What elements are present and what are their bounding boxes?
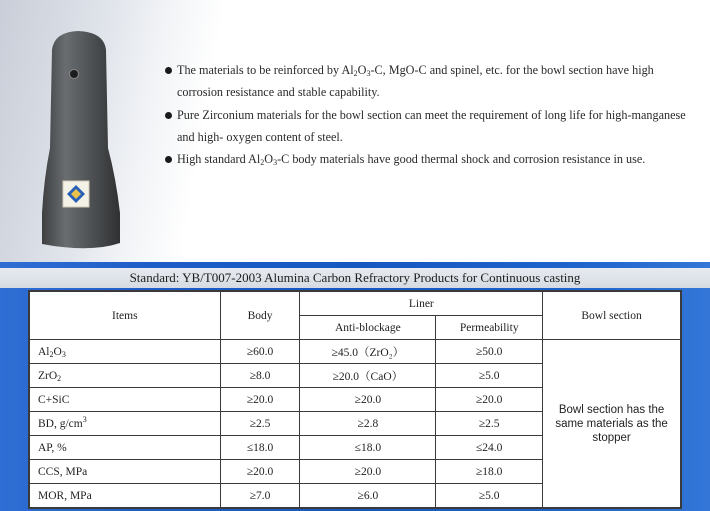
anti-blockage-cell: ≥20.0 bbox=[300, 388, 436, 412]
body-cell: ≥60.0 bbox=[220, 340, 300, 364]
body-cell: ≥2.5 bbox=[220, 412, 300, 436]
header-body: Body bbox=[220, 292, 300, 340]
bowl-section-note: Bowl section has the same materials as the stopper bbox=[543, 340, 681, 508]
feature-list bbox=[165, 59, 695, 170]
anti-blockage-cell: ≤18.0 bbox=[300, 436, 436, 460]
item-cell: MOR, MPa bbox=[30, 484, 221, 508]
header-permeability: Permeability bbox=[436, 316, 543, 340]
item-cell: BD, $g/cm^3$ bbox=[30, 412, 221, 436]
permeability-cell: ≤24.0 bbox=[436, 436, 543, 460]
body-cell: ≤18.0 bbox=[220, 436, 300, 460]
header-items: Items bbox=[30, 292, 221, 340]
feature-item-1: The materials to be reinforced by $Al_2O_3-C$, MgO-C and spinel, etc. for the bowl section have high corrosion resistance and stable capability. bbox=[165, 59, 695, 104]
stopper-rod-image bbox=[30, 28, 130, 253]
permeability-cell: ≥5.0 bbox=[436, 364, 543, 388]
header-anti-blockage: Anti-blockage bbox=[300, 316, 436, 340]
anti-blockage-cell: ≥6.0 bbox=[300, 484, 436, 508]
permeability-cell: ≥2.5 bbox=[436, 412, 543, 436]
permeability-cell: ≥18.0 bbox=[436, 460, 543, 484]
permeability-cell: ≥5.0 bbox=[436, 484, 543, 508]
table-row bbox=[30, 340, 681, 364]
body-cell: ≥8.0 bbox=[220, 364, 300, 388]
permeability-cell: ≥20.0 bbox=[436, 388, 543, 412]
header-liner: Liner bbox=[300, 292, 543, 316]
feature-item-3: High standard $Al_2O_3-C$ body materials have good thermal shock and corrosion resistance in use. bbox=[165, 148, 695, 170]
body-cell: ≥7.0 bbox=[220, 484, 300, 508]
header-bowl-section: Bowl section bbox=[543, 292, 681, 340]
anti-blockage-cell: ≥20.0（CaO） bbox=[300, 364, 436, 388]
anti-blockage-cell: ≥45.0（ZrO₂） bbox=[300, 340, 436, 364]
item-cell: AP, % bbox=[30, 436, 221, 460]
anti-blockage-cell: ≥20.0 bbox=[300, 460, 436, 484]
table-caption: Standard: YB/T007-2003 Alumina Carbon Refractory Products for Continuous casting bbox=[0, 268, 710, 288]
item-cell: ZrO$_2$ bbox=[30, 364, 221, 388]
anti-blockage-cell: ≥2.8 bbox=[300, 412, 436, 436]
body-cell: ≥20.0 bbox=[220, 388, 300, 412]
spec-table-container bbox=[28, 290, 682, 509]
feature-item-2: Pure Zirconium materials for the bowl section can meet the requirement of long life for high-manganese and high- oxygen content of steel. bbox=[165, 104, 695, 149]
item-cell: C+SiC bbox=[30, 388, 221, 412]
permeability-cell: ≥50.0 bbox=[436, 340, 543, 364]
spec-table bbox=[29, 291, 681, 508]
body-cell: ≥20.0 bbox=[220, 460, 300, 484]
logo-label-icon bbox=[63, 181, 89, 207]
item-cell: $Al_2O_3$ bbox=[30, 340, 221, 364]
item-cell: CCS, MPa bbox=[30, 460, 221, 484]
